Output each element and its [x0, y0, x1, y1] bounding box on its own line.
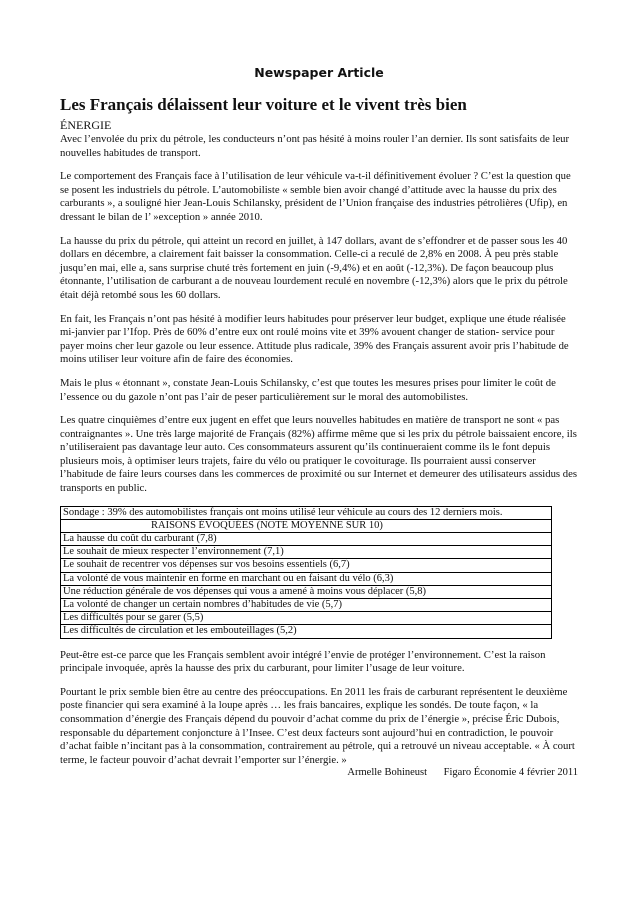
survey-row: La volonté de vous maintenir en forme en marchant ou en faisant du vélo (6,3)	[61, 573, 551, 586]
survey-title: Sondage : 39% des automobilistes français ont moins utilisé leur véhicule au cours des 12 derniers mois.	[61, 507, 551, 520]
article-paragraph: En fait, les Français n’ont pas hésité à modifier leurs habitudes pour préserver leur budget, explique une étude réalisée mi-janvier par l’Ifop. Près de 60% d’entre eux ont roulé moins vite et 39% avouent changer de station- service pour payer moins cher leur gazole ou leur essence. Attitude plus radicale, 39% des Français assurent avoir pris l’habitude de moins utiliser leur voiture afin de faire des économies.	[60, 312, 569, 366]
survey-row: Le souhait de mieux respecter l’environnement (7,1)	[61, 546, 551, 559]
survey-subtitle: RAISONS ÉVOQUÉES (NOTE MOYENNE SUR 10)	[61, 520, 551, 533]
author-name: Armelle Bohineust	[347, 767, 428, 779]
survey-row: La volonté de changer un certain nombres d’habitudes de vie (5,7)	[61, 599, 551, 612]
article-paragraph: Les quatre cinquièmes d’entre eux jugent en effet que leurs nouvelles habitudes en matière de transport ne sont « pas contraignantes ». Une très large majorité de Français (82%) affirme même que si les prix du pétrole baissaient encore, ils n’utiliseraient pas davantage leur auto. Ces consommateurs assurent qu’ils continueraient comme ils le font depuis plusieurs mois, à optimiser leurs trajets, faire du vélo ou pratiquer le covoiturage. Ils pourraient aussi conserver l’habitude de faire leurs courses dans les commerces de proximité ou sur Internet et demeurer des utilisateurs assidus des transports en public.	[60, 414, 577, 495]
survey-row: Les difficultés pour se garer (5,5)	[61, 612, 551, 625]
article-paragraph: Le comportement des Français face à l’utilisation de leur véhicule va-t-il définitivement évoluer ? C’est la question que se posent les industriels du pétrole. L’automobiliste « semble bien avoir changé d’attitude avec la hausse du prix des carburants », a souligné hier Jean-Louis Schilansky, président de l’Union française des industries pétrolières (Ufip), en dressant le bilan de l’ »exception » année 2010.	[60, 170, 571, 223]
article-lead: Avec l’envolée du prix du pétrole, les conducteurs n’ont pas hésité à moins rouler l’an dernier. Ils sont satisfaits de leur nouvelles habitudes de transport.	[60, 133, 570, 159]
article-paragraph: Mais le plus « étonnant », constate Jean-Louis Schilansky, c’est que toutes les mesures prises pour limiter le coût de l’essence ou du gazole n’ont pas l’air de peser particulièrement sur le moral des automobilistes.	[60, 376, 556, 403]
article-paragraph: Pourtant le prix semble bien être au centre des préoccupations. En 2011 les frais de carburant représentent le deuxième poste financier qui sera examiné à la loupe après … les frais bancaires, explique les sondés. De toute façon, « la consommation d’énergie des Français dépend du pouvoir d’achat comme du prix de l’énergie », précise Éric Dubois, responsable du département conjoncture à l’Insee. C’est deux facteurs sont aujourd’hui en contradiction, le pouvoir d’achat faible n’incitant pas à la consommation, contrairement au pétrole, qui a retrouvé un niveau acceptable. « À court terme, le facteur pouvoir d’achat devrait l’emporter sur l’énergie. »	[60, 685, 575, 766]
document-title: Newspaper Article	[254, 65, 384, 80]
article-paragraph: La hausse du prix du pétrole, qui atteint un record en juillet, à 147 dollars, avant de s’effondrer et de passer sous les 40 dollars en décembre, a clairement fait baisser la consommation. Celle-ci a reculé de 2,8% en 2008. À peu près stable jusqu’en mai, elle a, sans surprise chuté très fortement en juin (-9,4%) et en août (-12,3%). De façon beaucoup plus étonnante, l’utilisation de carburant a de nouveau lourdement reculé en novembre (-12,3%) alors que le prix du pétrole était déjà retombé sous les 60 dollars.	[60, 234, 568, 301]
survey-row: Les difficultés de circulation et les embouteillages (5,2)	[63, 625, 297, 637]
article-paragraph: Peut-être est-ce parce que les Français semblent avoir intégré l’envie de protéger l’environnement. C’est la raison principale invoquée, après la hausse des prix du carburant, pour limiter l’usage de leur voiture.	[60, 648, 546, 675]
section-label: ÉNERGIE	[60, 118, 112, 132]
article-signature	[60, 767, 578, 778]
article-headline: Les Français délaissent leur voiture et le vivent très bien	[60, 95, 467, 114]
source-citation: Figaro Économie 4 février 2011	[443, 767, 578, 779]
survey-row: Le souhait de recentrer vos dépenses sur vos besoins essentiels (6,7)	[61, 559, 551, 572]
article	[60, 95, 578, 778]
survey-row: La hausse du coût du carburant (7,8)	[61, 533, 551, 546]
survey-row: Une réduction générale de vos dépenses qui vous a amené à moins vous déplacer (5,8)	[61, 586, 551, 599]
survey-table	[60, 506, 552, 639]
